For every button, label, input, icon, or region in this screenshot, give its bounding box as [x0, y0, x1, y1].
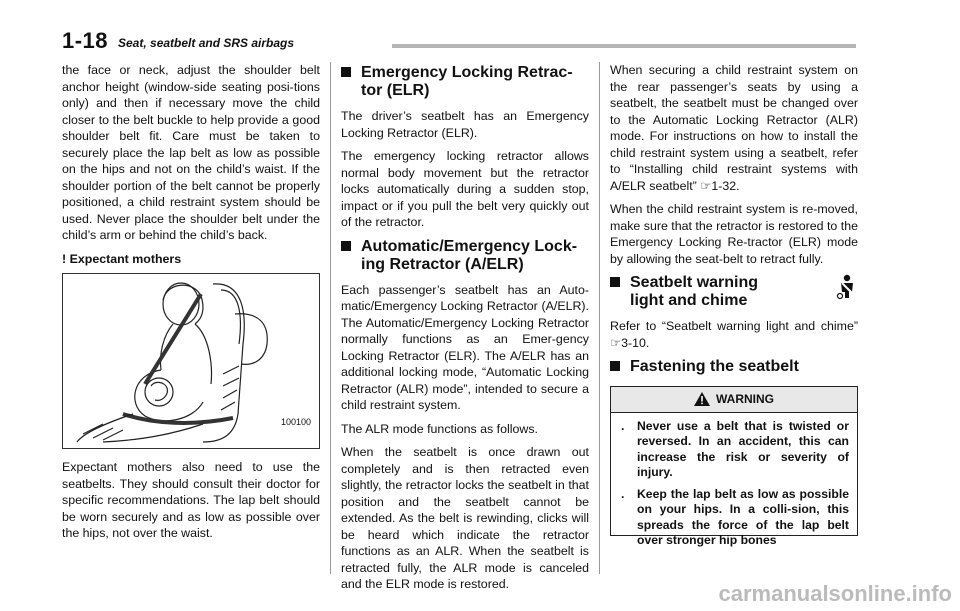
- section-heading-elr: Emergency Locking Retrac-tor (ELR): [341, 64, 589, 100]
- section-square-icon: [610, 361, 620, 371]
- warning-box: [610, 386, 858, 547]
- list-item: . Keep the lap belt as low as possible on your hips. In a colli-sion, this spreads the force of the lap belt over stronger hip bones: [621, 486, 849, 547]
- warning-list: [611, 413, 857, 549]
- section-heading-fastening: Fastening the seatbelt: [610, 358, 858, 376]
- paragraph: the face or neck, adjust the shoulder belt anchor height (window-side seating posi-tions only) and then if necessary move the child closer to the belt buckle to help provide a good shoulder belt fit. Care must be taken to securely place the lap belt as low as possible on the hips and not on the child’s waist. If the shoulder portion of the belt cannot be properly positioned, a child restraint system should be used. Never place the shoulder belt under the child’s arm or behind the child’s back.: [62, 63, 320, 242]
- section-square-icon: [610, 277, 620, 287]
- paragraph: The emergency locking retractor allows normal body movement but the retractor locks automatically during a sudden stop, impact or if you pull the belt very quickly out of the retractor.: [341, 149, 589, 229]
- exclamation-icon: !: [62, 251, 67, 266]
- watermark: carmanualsonline.info: [718, 581, 952, 606]
- paragraph: The driver’s seatbelt has an Emergency Locking Retractor (ELR).: [341, 109, 589, 140]
- section-heading-warning-light: Seatbelt warning light and chime: [610, 274, 858, 310]
- warning-header: [611, 387, 857, 413]
- header-rule: [392, 44, 856, 48]
- column-2: [341, 62, 589, 600]
- paragraph: Refer to “Seatbelt warning light and chime” ☞3-10.: [610, 319, 858, 350]
- section-square-icon: [341, 241, 351, 251]
- chapter-title: Seat, seatbelt and SRS airbags: [118, 36, 295, 50]
- warning-label: WARNING: [716, 392, 774, 406]
- seatbelt-warning-icon: [836, 274, 858, 300]
- paragraph: The ALR mode functions as follows.: [341, 421, 538, 436]
- subheading-expectant-mothers: ! Expectant mothers: [62, 251, 182, 266]
- column-divider: [599, 62, 600, 574]
- list-item: . Never use a belt that is twisted or reversed. In an accident, this can increase the risk or severity of injury.: [621, 418, 849, 479]
- paragraph: When securing a child restraint system on the rear passenger’s seats by using a seatbelt, the seatbelt must be changed over to the Automatic Locking Retractor (ALR) mode. For instructions on how to install the child restraint system using a seatbelt, refer to “Installing child restraint systems with A/ELR seatbelt” ☞1-32.: [610, 63, 858, 193]
- paragraph: Expectant mothers also need to use the seatbelts. They should consult their doctor for specific recommendations. The lap belt should be worn securely and as low as possible over the hips, not over the waist.: [62, 460, 320, 540]
- figure-code: 100100: [280, 416, 311, 427]
- column-divider: [330, 62, 331, 574]
- paragraph: When the child restraint system is re-moved, make sure that the retractor is restored to the Emergency Locking Re-tractor (ELR) mode by allowing the seat-belt to retract fully.: [610, 202, 858, 266]
- warning-triangle-icon: [694, 392, 710, 406]
- paragraph: When the seatbelt is once drawn out completely and is then retracted even slightly, the retractor locks the seatbelt in that position and the seatbelt cannot be extended. As the belt is rewinding, clicks will be heard which indicate the retractor functions as an ALR. When the seatbelt is retracted fully, the ALR mode is canceled and the ELR mode is restored.: [341, 445, 589, 591]
- column-3: [610, 62, 858, 547]
- page-header: [62, 28, 856, 52]
- paragraph: Each passenger’s seatbelt has an Auto-matic/Emergency Locking Retractor (A/ELR). The Automatic/Emergency Locking Retractor normally functions as an Emer-gency Locking Retractor (ELR). The A/ELR has an additional locking mode, “Automatic Locking Retractor (ALR) mode”, intended to secure a child restraint system.: [341, 282, 589, 412]
- illustration-expectant-mother: [62, 273, 320, 449]
- column-1: [62, 62, 320, 549]
- section-heading-aelr: Automatic/Emergency Lock-ing Retractor (A/ELR): [341, 238, 589, 274]
- section-square-icon: [341, 67, 351, 77]
- page-number: 1-18: [62, 28, 109, 53]
